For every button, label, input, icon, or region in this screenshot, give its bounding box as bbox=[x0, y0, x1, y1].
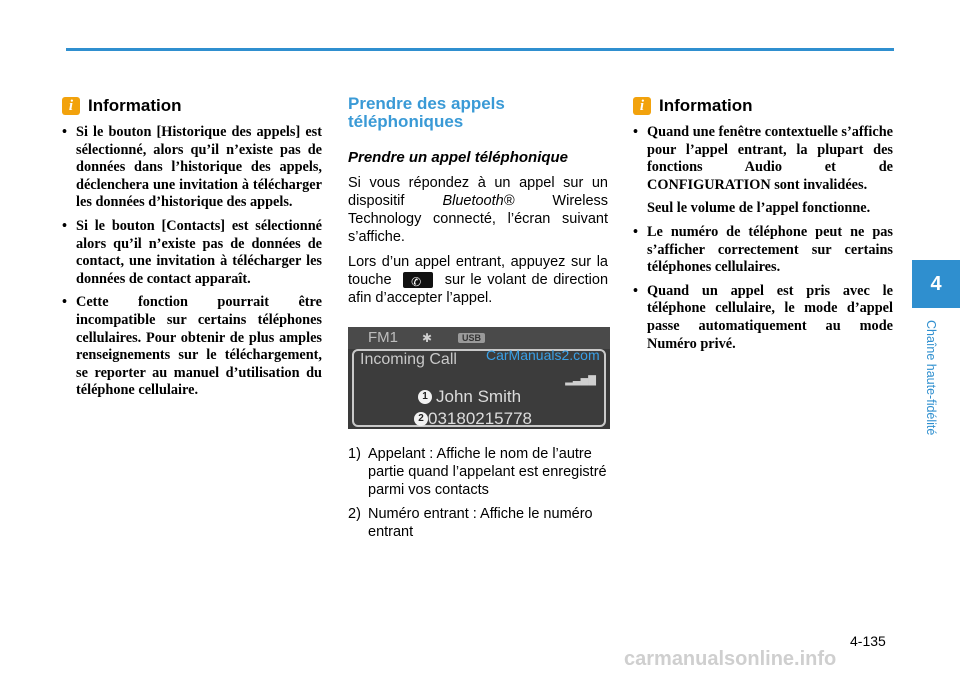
info-list bbox=[62, 124, 322, 400]
top-rule bbox=[66, 48, 894, 51]
info-item: • Cette fonction pourrait être incompatible sur certains téléphones cellulaires. Pour obtenir de plus amples renseignements sur le téléchargement, se reporter au manuel d’utilisation du téléphone cellulaire. bbox=[62, 294, 322, 400]
bluetooth-icon: ✱ bbox=[422, 331, 433, 345]
info-item: • Quand un appel est pris avec le téléphone cellulaire, le mode d’appel passe automatiquement au mode Numéro privé. bbox=[633, 283, 893, 353]
info-item: • Si le bouton [Historique des appels] est sélectionné, alors qu’il n’existe pas de données dans l’historique des appels, déclenchera une invitation à télécharger les données d’historique des appels. bbox=[62, 124, 322, 212]
legend-number: 2) bbox=[348, 506, 361, 522]
right-info-box bbox=[633, 96, 893, 359]
paragraph-1-start: Si vous répondez à un appel sur un dispositif bbox=[348, 175, 608, 209]
legend-number: 1) bbox=[348, 446, 361, 462]
chapter-tab: 4 bbox=[912, 260, 960, 308]
legend-item bbox=[348, 505, 608, 541]
paragraph-2-start: Lors d’un appel entrant, appuyez sur la touche bbox=[348, 254, 608, 288]
caller-number: 03180215778 bbox=[428, 409, 533, 428]
info-item: • Quand une fenêtre contextuelle s’affiche pour l’appel entrant, la plupart des fonctions Audio et de CONFIGURATION sont invalidées. bbox=[633, 124, 893, 194]
info-icon: i bbox=[633, 97, 651, 115]
callout-badge-1: 1 bbox=[418, 390, 432, 404]
caller-name: John Smith bbox=[436, 387, 522, 406]
paragraph-2 bbox=[348, 253, 608, 307]
info-note: Seul le volume de l’appel fonctionne. bbox=[647, 200, 871, 217]
band-label: FM1 bbox=[368, 329, 398, 346]
signal-strength-icon: ▂▃▅▇ bbox=[565, 375, 596, 386]
page-number: 4-135 bbox=[850, 633, 886, 649]
info-header bbox=[62, 96, 322, 116]
middle-column bbox=[348, 95, 608, 547]
section-title: Prendre des appels téléphoniques bbox=[348, 94, 505, 131]
legend-text: Appelant : Affiche le nom de l’autre partie quand l’appelant est enregistré parmi vos contacts bbox=[368, 446, 607, 498]
footer-watermark: carmanualsonline.info bbox=[624, 648, 837, 670]
paragraph-1-end: Wireless Technology connecté, l’écran suivant s’affiche. bbox=[348, 193, 609, 245]
legend-text: Numéro entrant : Affiche le numéro entrant bbox=[368, 506, 593, 540]
usb-badge: USB bbox=[458, 333, 485, 343]
paragraph-2-end: sur le volant de direction afin d’accepter l’appel. bbox=[348, 272, 609, 306]
chapter-label bbox=[924, 320, 938, 480]
info-title: Information bbox=[88, 96, 182, 115]
incoming-call-screen bbox=[348, 327, 610, 429]
chapter-label-text: Chaîne haute-fidélité bbox=[924, 320, 938, 436]
info-title: Information bbox=[659, 96, 753, 115]
info-header bbox=[633, 96, 893, 116]
info-item: • Le numéro de téléphone peut ne pas s’afficher correctement sur certains téléphones cellulaires. bbox=[633, 224, 893, 277]
info-icon: i bbox=[62, 97, 80, 115]
info-item: • Si le bouton [Contacts] est sélectionné alors qu’il n’existe pas de données de contact, une invitation à télécharger les données de contact apparaît. bbox=[62, 218, 322, 288]
callout-badge-2: 2 bbox=[414, 412, 428, 426]
phone-key-icon: ✆ bbox=[403, 272, 433, 288]
legend-item bbox=[348, 445, 608, 499]
callout-legend bbox=[348, 445, 608, 541]
watermark: CarManuals2.com bbox=[486, 347, 600, 363]
paragraph-1 bbox=[348, 174, 608, 246]
incoming-call-header: Incoming Call bbox=[360, 351, 457, 368]
left-info-box bbox=[62, 96, 322, 406]
info-list bbox=[633, 124, 893, 353]
bluetooth-term: Bluetooth® bbox=[442, 193, 515, 209]
screen-status-bar bbox=[348, 327, 610, 349]
subsection-title: Prendre un appel téléphonique bbox=[348, 149, 569, 166]
